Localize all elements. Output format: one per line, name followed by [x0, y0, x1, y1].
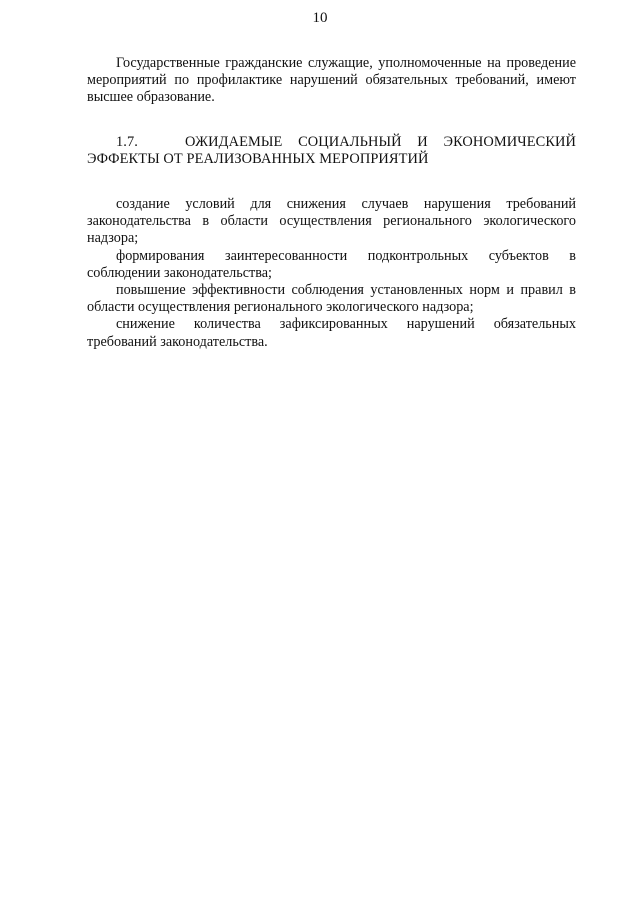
effect-item: повышение эффективности соблюдения установленных норм и правил в области осуществления регионального экологического надзора; — [87, 282, 576, 316]
effect-item: создание условий для снижения случаев нарушения требований законодательства в области осуществления регионального экологического надзора; — [87, 196, 576, 247]
intro-section — [87, 55, 576, 107]
section-heading: 1.7. ОЖИДАЕМЫЕ СОЦИАЛЬНЫЙ И ЭКОНОМИЧЕСКИЙ ЭФФЕКТЫ ОТ РЕАЛИЗОВАННЫХ МЕРОПРИЯТИЙ — [87, 134, 576, 168]
effect-item: снижение количества зафиксированных нарушений обязательных требований законодательства. — [87, 316, 576, 350]
intro-paragraph: Государственные гражданские служащие, уполномоченные на проведение мероприятий по профилактике нарушений обязательных требований, имеют высшее образование. — [87, 55, 576, 106]
section-heading-block — [87, 134, 576, 169]
page-number: 10 — [312, 10, 328, 26]
effects-list — [87, 196, 576, 351]
effect-item: формирования заинтересованности подконтрольных субъектов в соблюдении законодательства; — [87, 247, 576, 281]
